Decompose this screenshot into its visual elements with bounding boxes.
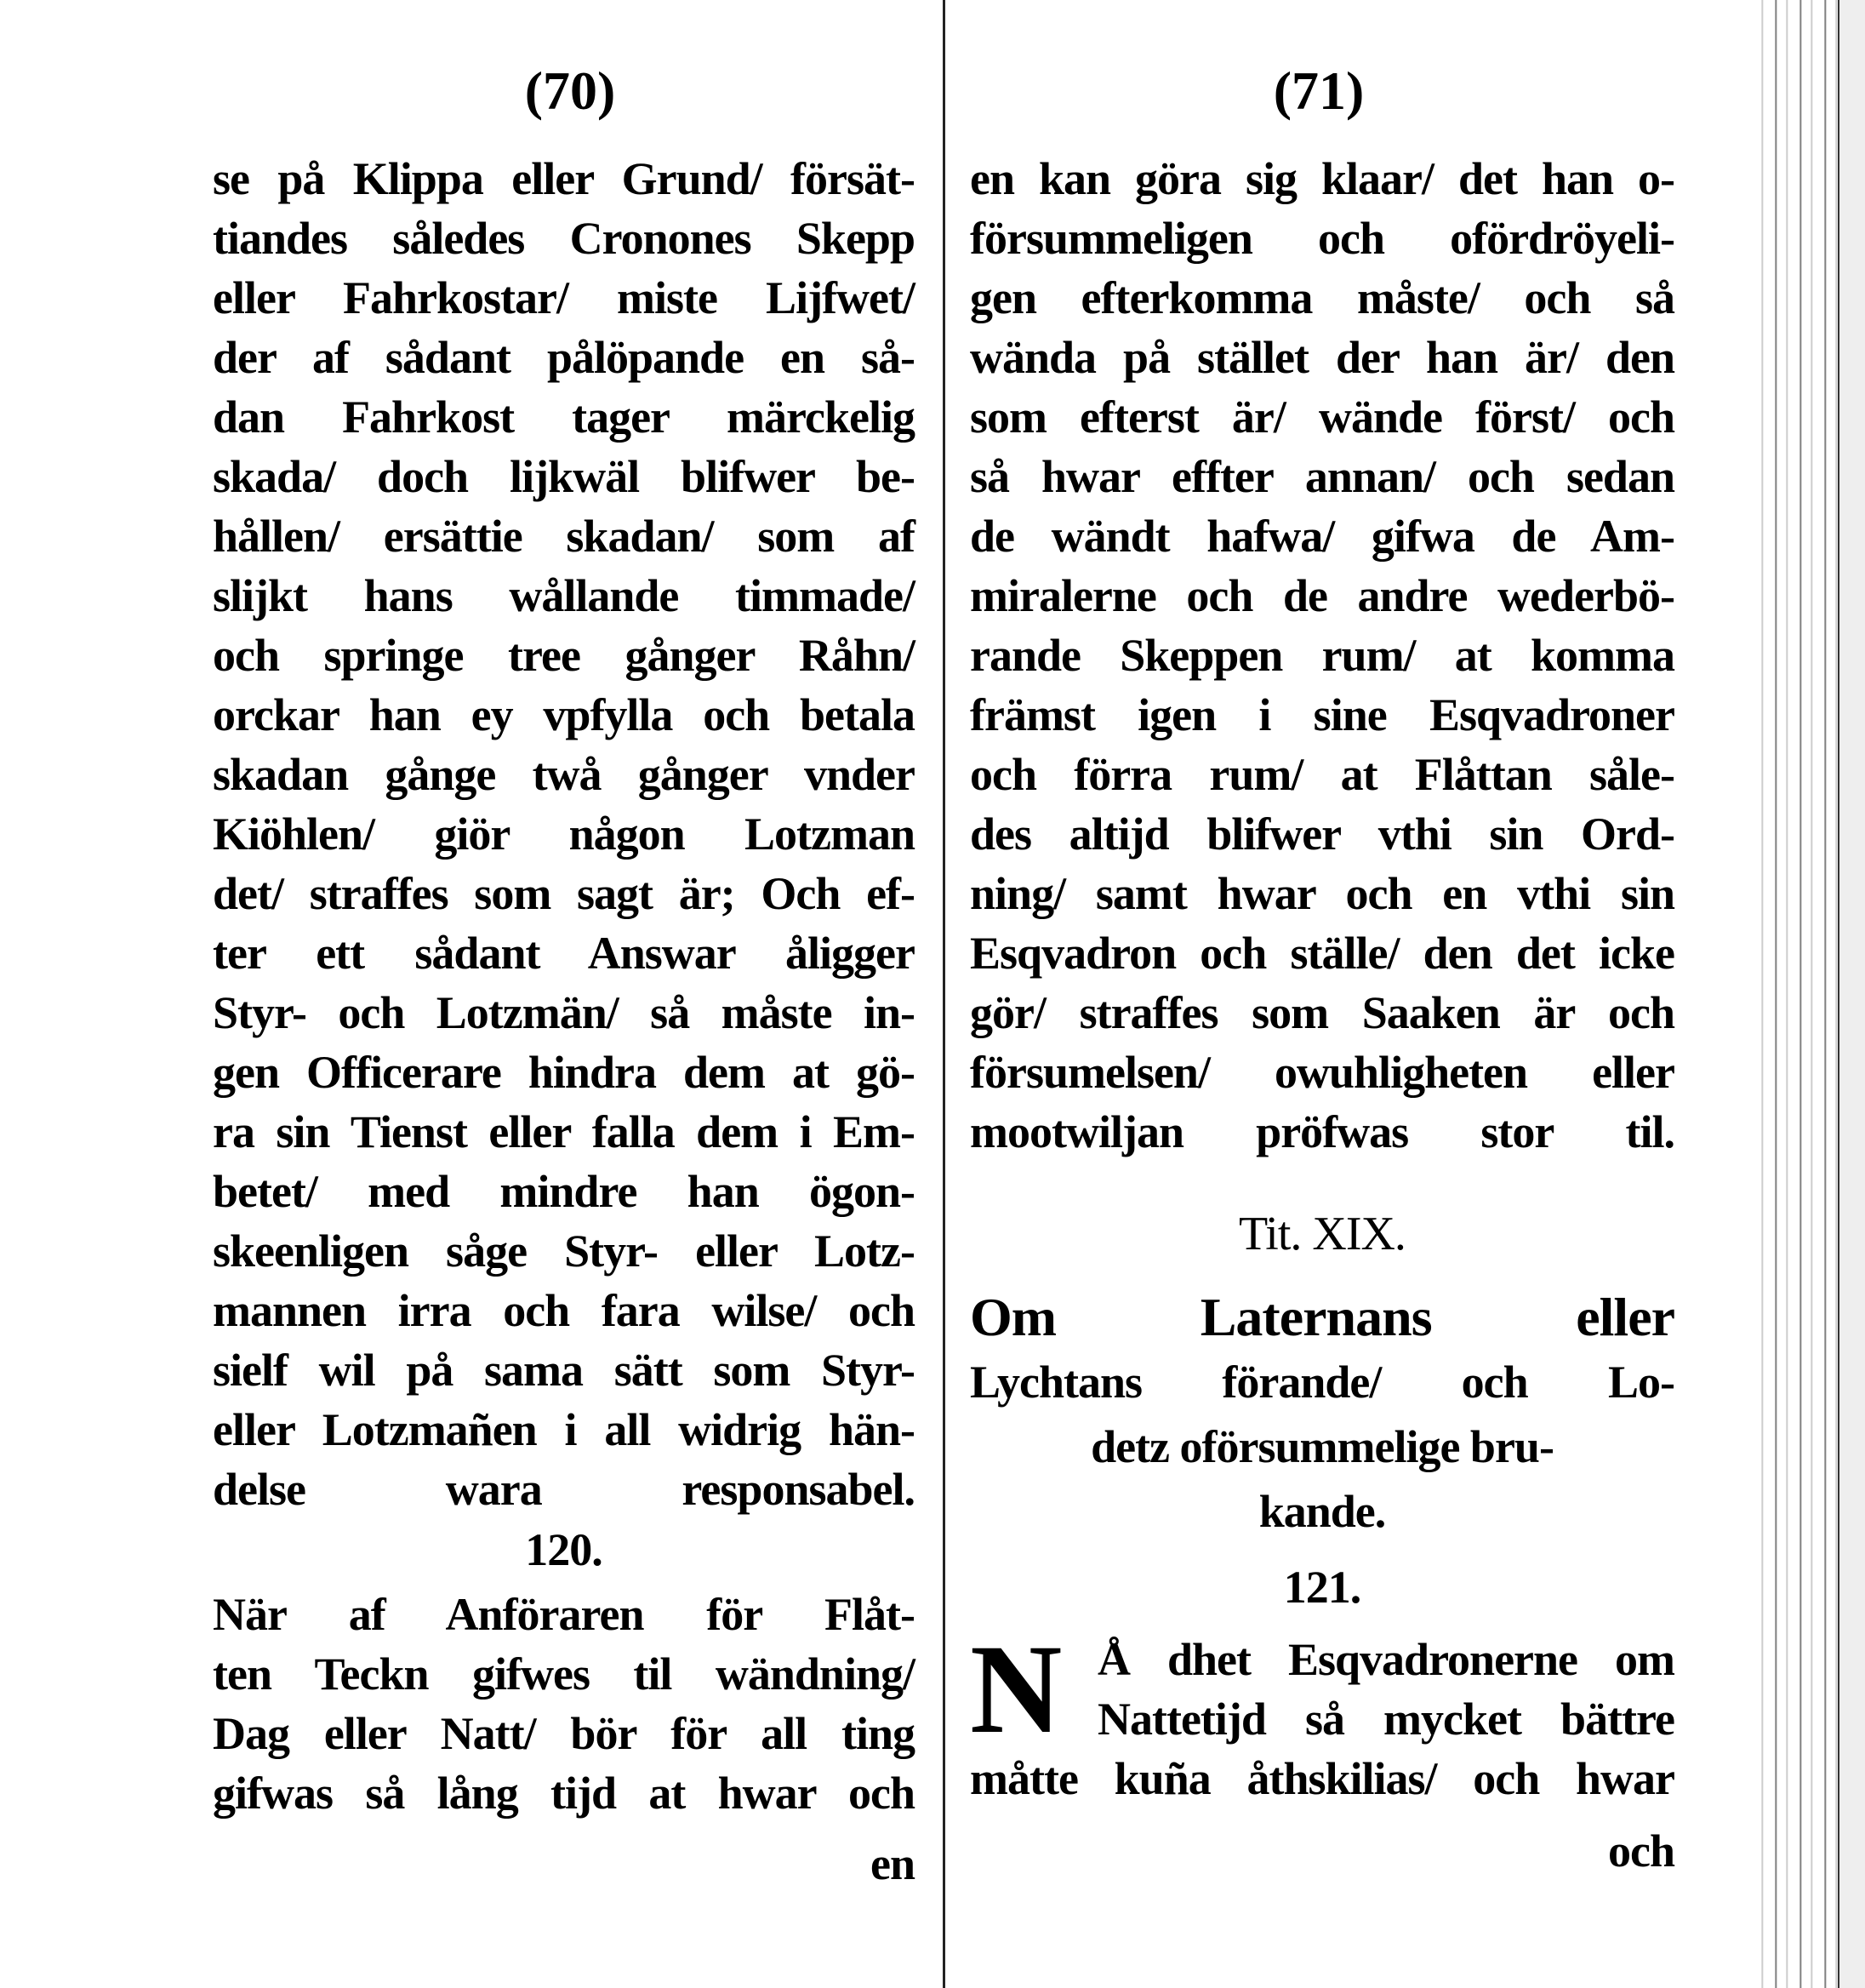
text-line: som efterst är/ wände först/ och [970, 391, 1674, 443]
text-line: rande Skeppen rum/ at komma [970, 630, 1674, 681]
text-line: Lychtans förande/ och Lo- [970, 1357, 1674, 1408]
text-line: och förra rum/ at Flåttan såle- [970, 749, 1674, 800]
chapter-heading [970, 1285, 1674, 1544]
text-line: ning/ samt hwar och en vthi sin [970, 868, 1674, 919]
text-line: slijkt hans wållande timmade/ [213, 570, 915, 621]
text-line: betet/ med mindre han ögon- [213, 1166, 915, 1217]
text-line: försummeligen och ofördröyeli- [970, 213, 1674, 264]
text-line: eller Lotzmañen i all widrig hän- [213, 1404, 915, 1455]
page-edge-strip [1838, 0, 1865, 1988]
text-line: skeenligen såge Styr- eller Lotz- [213, 1225, 915, 1277]
text-line: der af sådant pålöpande en så- [213, 332, 915, 383]
text-line: Dag eller Natt/ bör för all ting [213, 1708, 915, 1759]
left-catchword [213, 1834, 915, 1894]
text-line: ra sin Tienst eller falla dem i Em- [213, 1106, 915, 1157]
text-line: försumelsen/ owuhligheten eller [970, 1047, 1674, 1098]
text-line: orckar han ey vpfylla och betala [213, 689, 915, 740]
text-line: skadan gånge twå gånger vnder [213, 749, 915, 800]
text-line: det/ straffes som sagt är; Och ef- [213, 868, 915, 919]
left-page-text [213, 149, 915, 1519]
book-gutter [943, 0, 945, 1988]
page-number-left: (70) [524, 60, 616, 121]
section-number: 120. [525, 1524, 602, 1575]
text-line: en kan göra sig klaar/ det han o- [970, 153, 1674, 204]
text-line: skada/ doch lijkwäl blifwer be- [213, 451, 915, 502]
text-line: de wändt hafwa/ gifwa de Am- [970, 511, 1674, 562]
text-line: ter ett sådant Answar åligger [213, 928, 915, 979]
right-catchword [970, 1821, 1674, 1881]
catchword: en [870, 1838, 915, 1889]
text-line: Styr- och Lotzmän/ så måste in- [213, 987, 915, 1038]
text-line: dan Fahrkost tager märckelig [213, 391, 915, 443]
text-line: mootwiljan pröfwas stor til. [970, 1106, 1674, 1157]
catchword: och [1608, 1825, 1674, 1877]
text-line: mannen irra och fara wilse/ och [213, 1285, 915, 1336]
page-number-right: (71) [1273, 60, 1365, 121]
text-line: och springe tree gånger Råhn/ [213, 630, 915, 681]
text-line: des altijd blifwer vthi sin Ord- [970, 808, 1674, 860]
text-line: eller Fahrkostar/ miste Lijfwet/ [213, 272, 915, 323]
text-line: gifwas så lång tijd at hwar och [213, 1768, 915, 1819]
right-section-text [970, 1619, 1674, 1808]
text-line: se på Klippa eller Grund/ försät- [213, 153, 915, 204]
text-line: Kiöhlen/ giör någon Lotzman [213, 808, 915, 860]
text-line: delse wara responsabel. [213, 1464, 915, 1515]
text-line: detz oförsummelige bru- [1091, 1421, 1554, 1472]
text-line: Esqvadron och ställe/ den det icke [970, 928, 1674, 979]
text-line: Om Laternans eller [970, 1287, 1674, 1347]
drop-cap: N [970, 1619, 1063, 1760]
title-label [970, 1204, 1674, 1264]
text-line: När af Anföraren för Flåt- [213, 1589, 915, 1640]
text-line: så hwar effter annan/ och sedan [970, 451, 1674, 502]
text-line: gen efterkomma måste/ och så [970, 272, 1674, 323]
text-line: hållen/ ersättie skadan/ som af [213, 511, 915, 562]
text-line: främst igen i sine Esqvadroner [970, 689, 1674, 740]
left-section-text [213, 1585, 915, 1823]
text-line: tiandes således Cronones Skepp [213, 213, 915, 264]
text-line: Nattetijd så mycket bättre [1098, 1694, 1674, 1745]
text-line: måtte kuña åthskilias/ och hwar [970, 1753, 1674, 1804]
text-line: kande. [1258, 1486, 1386, 1537]
text-line: miralerne och de andre wederbö- [970, 570, 1674, 621]
right-section-number [970, 1557, 1674, 1617]
section-number: 121. [1283, 1562, 1361, 1613]
text-line: gen Officerare hindra dem at gö- [213, 1047, 915, 1098]
text-line: Å dhet Esqvadronerne om [1098, 1634, 1674, 1685]
text-line: wända på stället der han är/ den [970, 332, 1674, 383]
text-line: ten Teckn gifwes til wändning/ [213, 1648, 915, 1700]
right-page-text [970, 149, 1674, 1162]
text-line: sielf wil på sama sätt som Styr- [213, 1345, 915, 1396]
text-line: gör/ straffes som Saaken är och [970, 987, 1674, 1038]
tit-label: Tit. XIX. [1239, 1208, 1406, 1260]
left-section-number [213, 1520, 915, 1580]
